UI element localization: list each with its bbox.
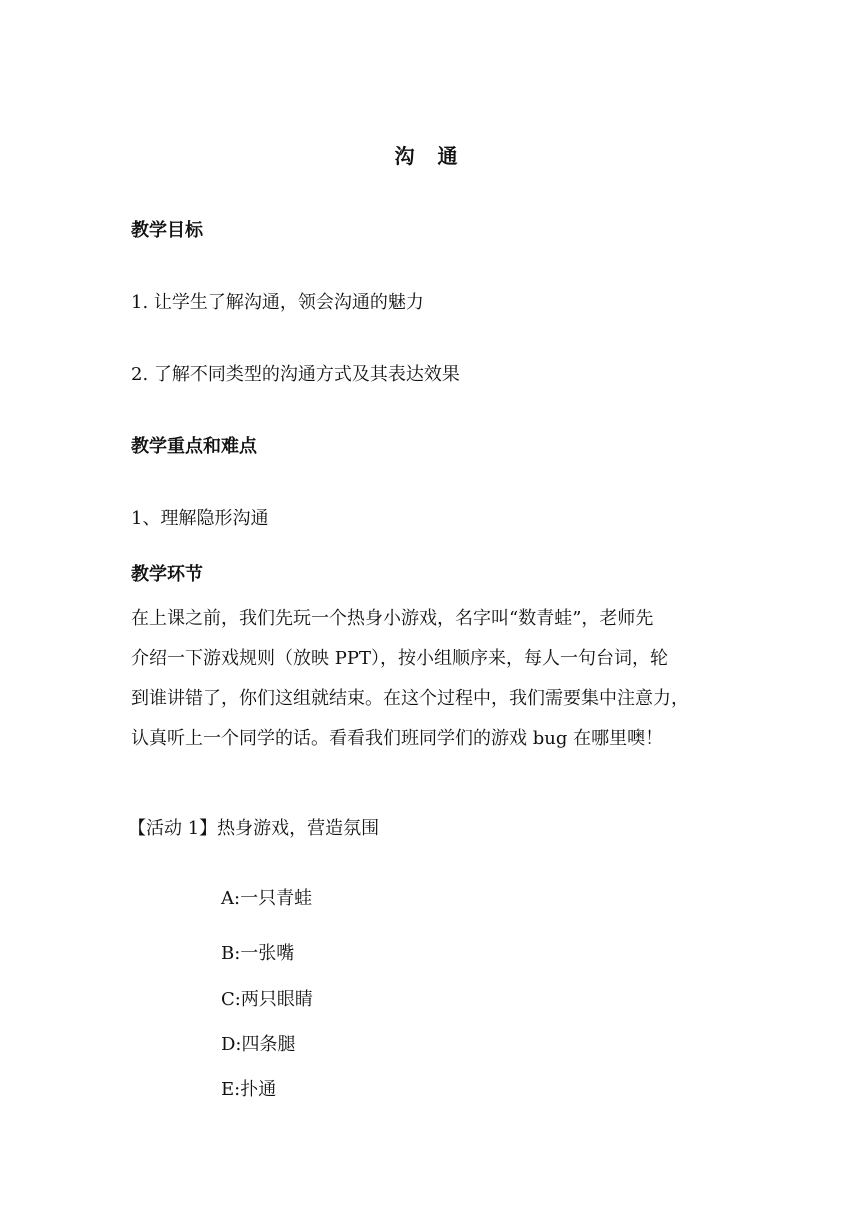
activity-title: 【活动 1】热身游戏，营造氛围 [128, 818, 380, 839]
objective-item-1: 1. 让学生了解沟通，领会沟通的魅力 [131, 292, 424, 313]
dialog-line-e: E:扑通 [221, 1079, 277, 1100]
process-heading: 教学环节 [131, 564, 203, 585]
dialog-line-c: C:两只眼睛 [221, 989, 313, 1010]
key-points-heading: 教学重点和难点 [131, 436, 257, 457]
key-point-item-1: 1、理解隐形沟通 [131, 508, 269, 529]
objectives-heading: 教学目标 [131, 220, 203, 241]
document-title: 沟 通 [394, 144, 466, 168]
process-paragraph-line: 认真听上一个同学的话。看看我们班同学们的游戏 bug 在哪里噢！ [131, 728, 664, 749]
dialog-line-a: A:一只青蛙 [221, 888, 313, 909]
objective-item-2: 2. 了解不同类型的沟通方式及其表达效果 [131, 364, 460, 385]
dialog-line-b: B:一张嘴 [221, 943, 295, 964]
process-paragraph-line: 在上课之前，我们先玩一个热身小游戏，名字叫“数青蛙”，老师先 [131, 608, 654, 629]
process-paragraph [131, 599, 736, 759]
dialog-line-d: D:四条腿 [221, 1034, 296, 1055]
process-paragraph-line: 到谁讲错了，你们这组就结束。在这个过程中，我们需要集中注意力， [131, 688, 689, 709]
process-paragraph-line: 介绍一下游戏规则（放映 PPT），按小组顺序来，每人一句台词，轮 [131, 648, 668, 669]
